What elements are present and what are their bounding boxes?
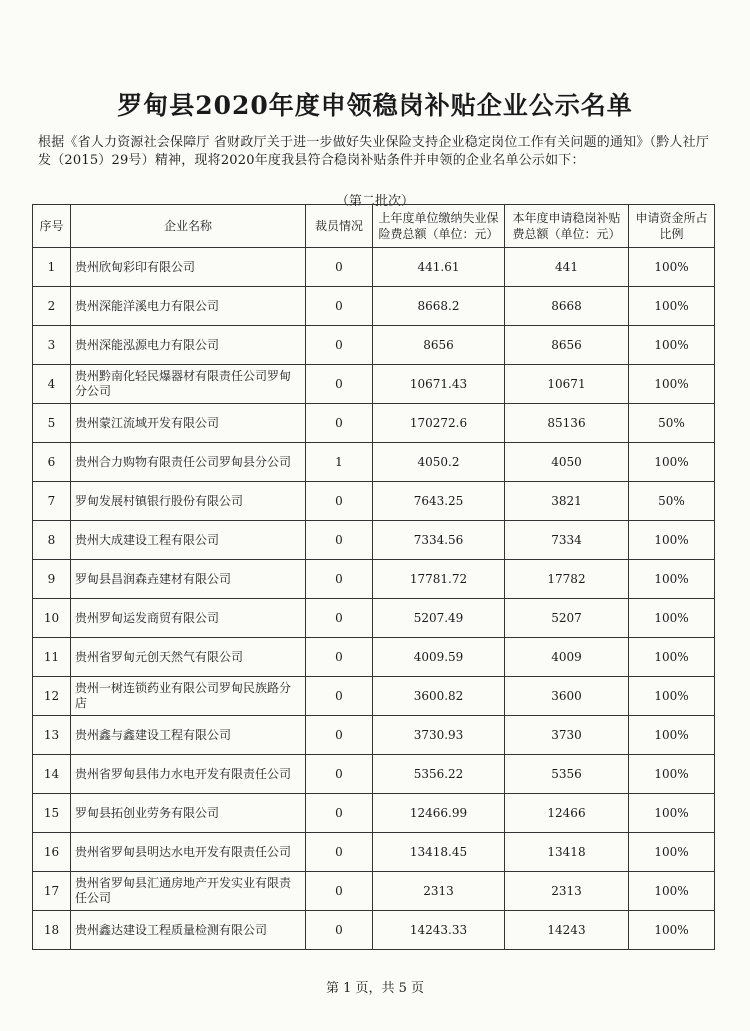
ratio-cell: 100% [629, 833, 715, 872]
last-year-premium-cell: 13418.45 [373, 833, 505, 872]
row-index-cell: 17 [33, 872, 71, 911]
row-index-cell: 13 [33, 716, 71, 755]
subsidy-amount-cell: 5356 [505, 755, 629, 794]
row-index-cell: 7 [33, 482, 71, 521]
company-name-cell: 罗甸县昌润森垚建材有限公司 [71, 560, 306, 599]
table-row [33, 248, 715, 287]
subsidy-amount-cell: 4009 [505, 638, 629, 677]
row-index-cell: 8 [33, 521, 71, 560]
ratio-cell: 100% [629, 911, 715, 950]
layoff-count-cell: 0 [306, 287, 373, 326]
last-year-premium-cell: 3730.93 [373, 716, 505, 755]
subsidy-amount-cell: 13418 [505, 833, 629, 872]
row-index-cell: 16 [33, 833, 71, 872]
layoff-count-cell: 0 [306, 482, 373, 521]
header-index: 序号 [33, 205, 71, 248]
table-row [33, 404, 715, 443]
subsidy-amount-cell: 2313 [505, 872, 629, 911]
table-row [33, 755, 715, 794]
last-year-premium-cell: 4009.59 [373, 638, 505, 677]
layoff-count-cell: 0 [306, 833, 373, 872]
table-row [33, 599, 715, 638]
layoff-count-cell: 0 [306, 560, 373, 599]
layoff-count-cell: 0 [306, 248, 373, 287]
enterprise-table [32, 204, 715, 950]
intro-paragraph: 根据《省人力资源社会保障厅 省财政厅关于进一步做好失业保险支持企业稳定岗位工作有关问题的通知》（黔人社厅发（2015）29号）精神，现将2020年度我县符合稳岗补贴条件并申领的企业名单公示如下： [38, 135, 710, 168]
last-year-premium-cell: 7643.25 [373, 482, 505, 521]
layoff-count-cell: 0 [306, 872, 373, 911]
last-year-premium-cell: 3600.82 [373, 677, 505, 716]
row-index-cell: 4 [33, 365, 71, 404]
company-name-cell: 贵州省罗甸元创天然气有限公司 [71, 638, 306, 677]
table-row [33, 482, 715, 521]
batch-label: （第二批次） [335, 194, 414, 209]
header-company-name: 企业名称 [71, 205, 306, 248]
subsidy-amount-cell: 17782 [505, 560, 629, 599]
last-year-premium-cell: 8668.2 [373, 287, 505, 326]
company-name-cell: 贵州黔南化轻民爆器材有限责任公司罗甸分公司 [71, 365, 306, 404]
company-name-cell: 贵州大成建设工程有限公司 [71, 521, 306, 560]
subsidy-amount-cell: 10671 [505, 365, 629, 404]
ratio-cell: 100% [629, 677, 715, 716]
company-name-cell: 贵州深能泓源电力有限公司 [71, 326, 306, 365]
last-year-premium-cell: 7334.56 [373, 521, 505, 560]
row-index-cell: 5 [33, 404, 71, 443]
last-year-premium-cell: 8656 [373, 326, 505, 365]
layoff-count-cell: 0 [306, 404, 373, 443]
row-index-cell: 18 [33, 911, 71, 950]
subsidy-amount-cell: 3821 [505, 482, 629, 521]
table-row [33, 326, 715, 365]
table-row [33, 911, 715, 950]
last-year-premium-cell: 4050.2 [373, 443, 505, 482]
row-index-cell: 11 [33, 638, 71, 677]
table-row [33, 365, 715, 404]
layoff-count-cell: 0 [306, 521, 373, 560]
company-name-cell: 贵州省罗甸县汇通房地产开发实业有限责任公司 [71, 872, 306, 911]
ratio-cell: 100% [629, 560, 715, 599]
company-name-cell: 贵州深能洋溪电力有限公司 [71, 287, 306, 326]
layoff-count-cell: 0 [306, 911, 373, 950]
subsidy-amount-cell: 5207 [505, 599, 629, 638]
layoff-count-cell: 0 [306, 638, 373, 677]
table-row [33, 521, 715, 560]
table-row [33, 443, 715, 482]
row-index-cell: 6 [33, 443, 71, 482]
ratio-cell: 100% [629, 248, 715, 287]
subsidy-amount-cell: 85136 [505, 404, 629, 443]
subsidy-amount-cell: 3730 [505, 716, 629, 755]
company-name-cell: 罗甸发展村镇银行股份有限公司 [71, 482, 306, 521]
subsidy-amount-cell: 7334 [505, 521, 629, 560]
ratio-cell: 100% [629, 755, 715, 794]
last-year-premium-cell: 10671.43 [373, 365, 505, 404]
company-name-cell: 贵州欣甸彩印有限公司 [71, 248, 306, 287]
layoff-count-cell: 1 [306, 443, 373, 482]
ratio-cell: 100% [629, 638, 715, 677]
ratio-cell: 100% [629, 716, 715, 755]
company-name-cell: 贵州省罗甸县明达水电开发有限责任公司 [71, 833, 306, 872]
company-name-cell: 贵州省罗甸县伟力水电开发有限责任公司 [71, 755, 306, 794]
ratio-cell: 100% [629, 794, 715, 833]
row-index-cell: 14 [33, 755, 71, 794]
layoff-count-cell: 0 [306, 794, 373, 833]
company-name-cell: 贵州鑫与鑫建设工程有限公司 [71, 716, 306, 755]
header-layoff: 裁员情况 [306, 205, 373, 248]
table-row [33, 716, 715, 755]
row-index-cell: 2 [33, 287, 71, 326]
subsidy-amount-cell: 3600 [505, 677, 629, 716]
subsidy-amount-cell: 12466 [505, 794, 629, 833]
ratio-cell: 100% [629, 287, 715, 326]
ratio-cell: 50% [629, 482, 715, 521]
company-name-cell: 贵州蒙江流域开发有限公司 [71, 404, 306, 443]
row-index-cell: 9 [33, 560, 71, 599]
layoff-count-cell: 0 [306, 677, 373, 716]
last-year-premium-cell: 5356.22 [373, 755, 505, 794]
table-row [33, 638, 715, 677]
last-year-premium-cell: 14243.33 [373, 911, 505, 950]
company-name-cell: 贵州一树连锁药业有限公司罗甸民族路分店 [71, 677, 306, 716]
company-name-cell: 贵州罗甸运发商贸有限公司 [71, 599, 306, 638]
row-index-cell: 10 [33, 599, 71, 638]
ratio-cell: 100% [629, 443, 715, 482]
row-index-cell: 1 [33, 248, 71, 287]
table-header-row [33, 205, 715, 248]
header-last-year-premium: 上年度单位缴纳失业保险费总额（单位：元） [373, 205, 505, 248]
subsidy-amount-cell: 14243 [505, 911, 629, 950]
last-year-premium-cell: 12466.99 [373, 794, 505, 833]
ratio-cell: 100% [629, 521, 715, 560]
last-year-premium-cell: 2313 [373, 872, 505, 911]
page-footer: 第 1 页，共 5 页 [325, 981, 425, 996]
subsidy-amount-cell: 8668 [505, 287, 629, 326]
header-subsidy-amount: 本年度申请稳岗补贴费总额（单位：元） [505, 205, 629, 248]
subsidy-amount-cell: 8656 [505, 326, 629, 365]
layoff-count-cell: 0 [306, 365, 373, 404]
table-row [33, 677, 715, 716]
subsidy-amount-cell: 4050 [505, 443, 629, 482]
company-name-cell: 贵州合力购物有限责任公司罗甸县分公司 [71, 443, 306, 482]
row-index-cell: 3 [33, 326, 71, 365]
ratio-cell: 100% [629, 872, 715, 911]
header-ratio: 申请资金所占比例 [629, 205, 715, 248]
layoff-count-cell: 0 [306, 755, 373, 794]
layoff-count-cell: 0 [306, 716, 373, 755]
row-index-cell: 12 [33, 677, 71, 716]
last-year-premium-cell: 5207.49 [373, 599, 505, 638]
row-index-cell: 15 [33, 794, 71, 833]
company-name-cell: 罗甸县拓创业劳务有限公司 [71, 794, 306, 833]
table-row [33, 872, 715, 911]
table-row [33, 794, 715, 833]
table-row [33, 560, 715, 599]
layoff-count-cell: 0 [306, 326, 373, 365]
last-year-premium-cell: 441.61 [373, 248, 505, 287]
last-year-premium-cell: 170272.6 [373, 404, 505, 443]
ratio-cell: 50% [629, 404, 715, 443]
subsidy-amount-cell: 441 [505, 248, 629, 287]
table-row [33, 287, 715, 326]
ratio-cell: 100% [629, 365, 715, 404]
ratio-cell: 100% [629, 599, 715, 638]
table-row [33, 833, 715, 872]
last-year-premium-cell: 17781.72 [373, 560, 505, 599]
ratio-cell: 100% [629, 326, 715, 365]
company-name-cell: 贵州鑫达建设工程质量检测有限公司 [71, 911, 306, 950]
layoff-count-cell: 0 [306, 599, 373, 638]
document-title: 罗甸县2020年度申领稳岗补贴企业公示名单 [117, 91, 633, 120]
